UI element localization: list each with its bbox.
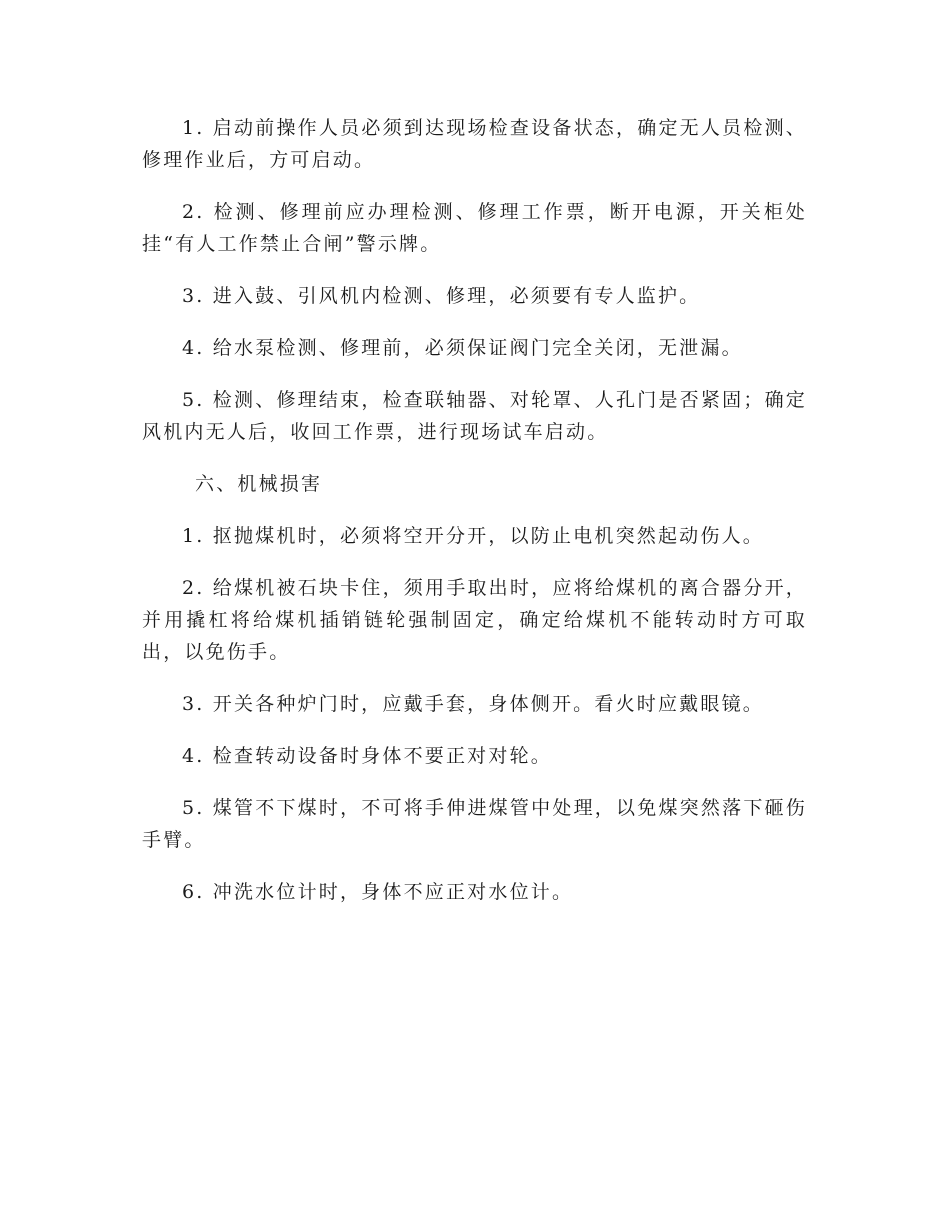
section-heading: 六、机械损害 [195, 473, 323, 495]
paragraph-item-1: 1. 启动前操作人员必须到达现场检查设备状态，确定无人员检测、修理作业后，方可启动。 [142, 117, 807, 171]
paragraph-item-6: 1. 抠抛煤机时，必须将空开分开，以防止电机突然起动伤人。 [182, 525, 764, 547]
paragraph-item-8: 3. 开关各种炉门时，应戴手套，身体侧开。看火时应戴眼镜。 [182, 693, 764, 715]
paragraph-item-4: 4. 给水泵检测、修理前，必须保证阀门完全关闭，无泄漏。 [182, 337, 743, 359]
paragraph-item-2: 2. 检测、修理前应办理检测、修理工作票，断开电源，开关柜处挂“有人工作禁止合闸”警示牌。 [142, 201, 807, 255]
paragraph-item-5: 5. 检测、修理结束，检查联轴器、对轮罩、人孔门是否紧固；确定风机内无人后，收回工作票，进行现场试车启动。 [142, 389, 807, 443]
paragraph-item-7: 2. 给煤机被石块卡住，须用手取出时，应将给煤机的离合器分开，并用撬杠将给煤机插销链轮强制固定，确定给煤机不能转动时方可取出，以免伤手。 [142, 577, 807, 663]
paragraph-item-11: 6. 冲洗水位计时，身体不应正对水位计。 [182, 881, 574, 903]
paragraph-item-3: 3. 进入鼓、引风机内检测、修理，必须要有专人监护。 [182, 285, 701, 307]
paragraph-item-9: 4. 检查转动设备时身体不要正对对轮。 [182, 745, 552, 767]
paragraph-item-10: 5. 煤管不下煤时，不可将手伸进煤管中处理，以免煤突然落下砸伤手臂。 [142, 797, 807, 851]
document-body [142, 112, 807, 928]
